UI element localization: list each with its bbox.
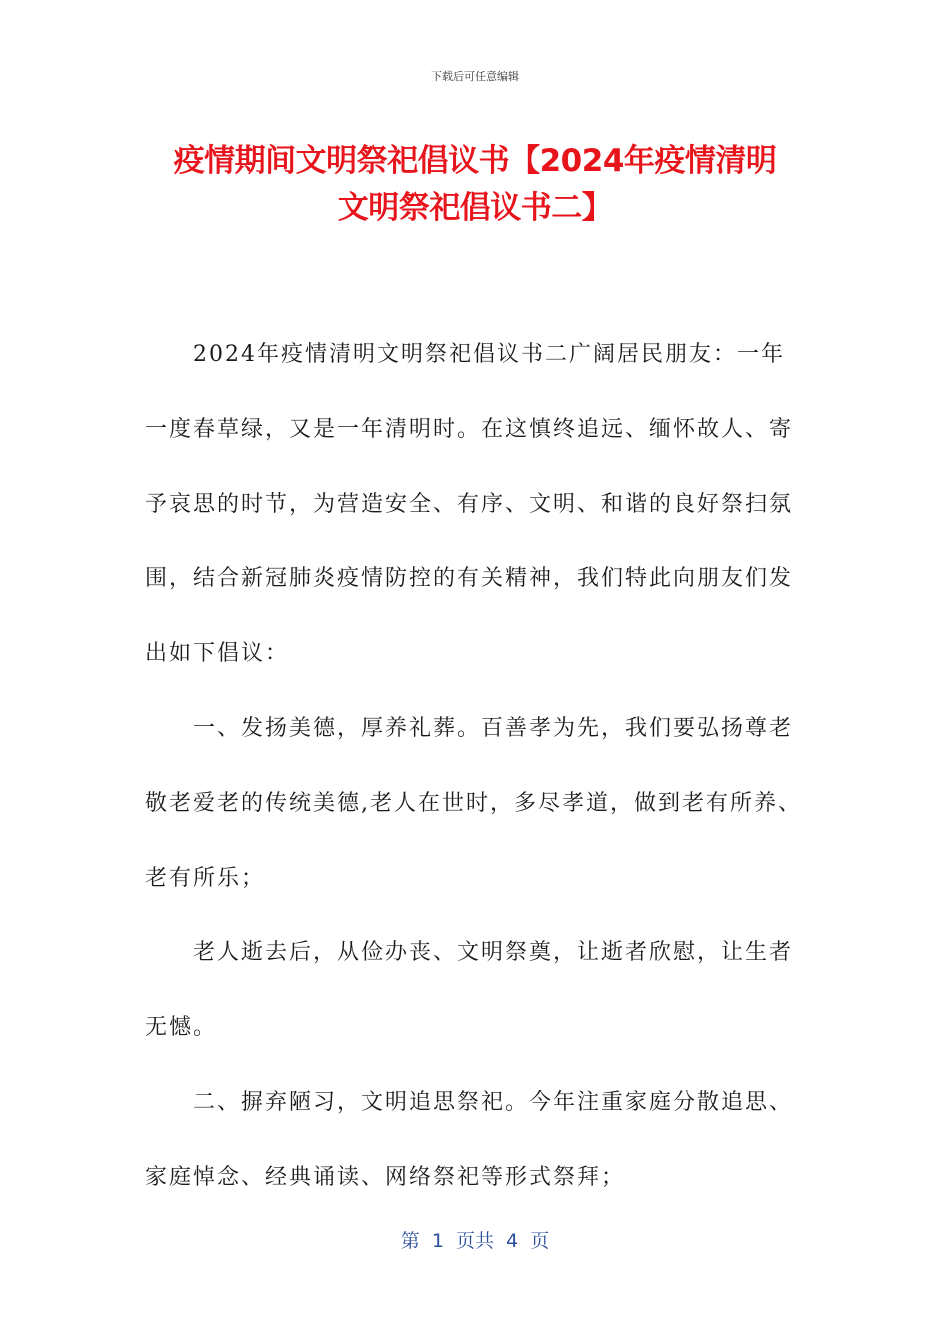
title-line-2: 文明祭祀倡议书二】 xyxy=(337,190,613,226)
header-note: 下载后可任意编辑 xyxy=(431,70,519,83)
page-label-mid: 页共 xyxy=(455,1230,494,1252)
document-body xyxy=(145,318,805,1216)
page-label-suffix: 页 xyxy=(530,1230,550,1252)
paragraph-4: 二、摒弃陋习，文明追思祭祀。今年注重家庭分散追思、家庭悼念、经典诵读、网络祭祀等形式祭拜； xyxy=(145,1089,794,1190)
paragraph-2: 一、发扬美德，厚养礼葬。百善孝为先，我们要弘扬尊老敬老爱老的传统美德,老人在世时，多尽孝道，做到老有所养、老有所乐； xyxy=(145,715,802,891)
document-title xyxy=(145,138,805,232)
total-pages-number: 4 xyxy=(506,1230,519,1252)
page-footer xyxy=(0,1226,950,1253)
title-line-1: 疫情期间文明祭祀倡议书【2024年疫情清明 xyxy=(173,143,777,179)
page-label-prefix: 第 xyxy=(400,1230,420,1252)
paragraph-1: 2024年疫情清明文明祭祀倡议书二广阔居民朋友：一年一度春草绿，又是一年清明时。在这慎终追远、缅怀故人、寄予哀思的时节，为营造安全、有序、文明、和谐的良好祭扫氛围，结合新冠肺炎疫情防控的有关精神，我们特此向朋友们发出如下倡议： xyxy=(145,342,794,667)
paragraph-3: 老人逝去后，从俭办丧、文明祭奠，让逝者欣慰，让生者无憾。 xyxy=(145,940,794,1041)
current-page-number: 1 xyxy=(431,1230,444,1252)
